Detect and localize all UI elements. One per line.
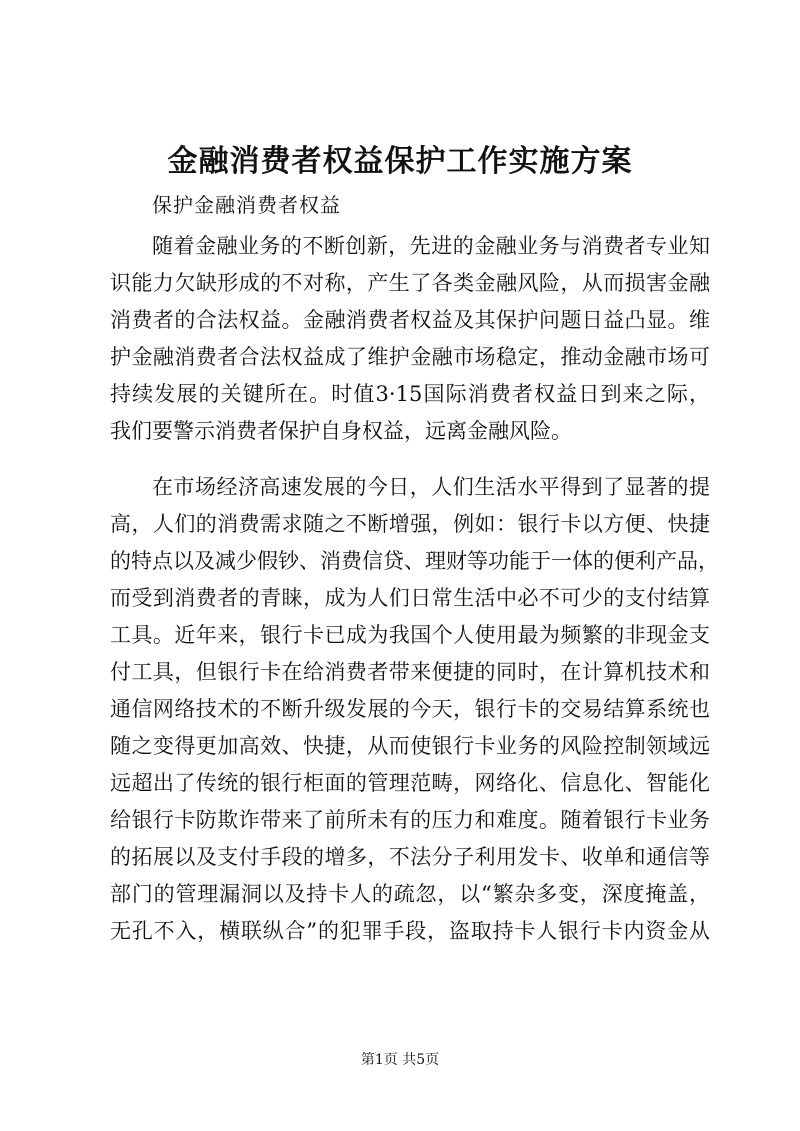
text-line: 付工具，但银行卡在给消费者带来便捷的同时，在计算机技术和 (110, 660, 710, 684)
text-line: 随着金融业务的不断创新，先进的金融业务与消费者专业知 (152, 234, 710, 258)
text-line: 我们要警示消费者保护自身权益，远离金融风险。 (110, 419, 572, 443)
paragraph-1 (110, 228, 710, 450)
text-line: 远超出了传统的银行柜面的管理范畴，网络化、信息化、智能化 (110, 771, 710, 795)
text-line: 的拓展以及支付手段的增多，不法分子利用发卡、收单和通信等 (110, 845, 710, 869)
text-line: 工具。近年来，银行卡已成为我国个人使用最为频繁的非现金支 (110, 623, 710, 647)
text-line: 部门的管理漏洞以及持卡人的疏忽，以“繁杂多变，深度掩盖， (110, 882, 710, 906)
text-line: 通信网络技术的不断升级发展的今天，银行卡的交易结算系统也 (110, 697, 710, 721)
text-line: 高，人们的消费需求随之不断增强，例如：银行卡以方便、快捷 (110, 512, 710, 536)
page-footer: 第1页 共5页 (360, 1052, 440, 1068)
text-line: 随之变得更加高效、快捷，从而使银行卡业务的风险控制领域远 (110, 734, 710, 758)
text-line: 在市场经济高速发展的今日，人们生活水平得到了显著的提 (152, 475, 710, 499)
page-title: 金融消费者权益保护工作实施方案 (167, 144, 633, 179)
text-line: 护金融消费者合法权益成了维护金融市场稳定，推动金融市场可 (110, 345, 710, 369)
text-line: 消费者的合法权益。金融消费者权益及其保护问题日益凸显。维 (110, 308, 710, 332)
text-line: 识能力欠缺形成的不对称，产生了各类金融风险，从而损害金融 (110, 271, 710, 295)
text-line: 无孔不入，横联纵合”的犯罪手段，盗取持卡人银行卡内资金从 (110, 919, 710, 943)
subtitle: 保护金融消费者权益 (152, 193, 341, 217)
text-line: 的特点以及减少假钞、消费信贷、理财等功能于一体的便利产品， (110, 549, 719, 573)
text-line: 而受到消费者的青睐，成为人们日常生活中必不可少的支付结算 (110, 586, 710, 610)
text-line: 持续发展的关键所在。时值3·15国际消费者权益日到来之际， (110, 382, 710, 406)
paragraph-2 (110, 469, 719, 950)
text-line: 给银行卡防欺诈带来了前所未有的压力和难度。随着银行卡业务 (110, 808, 710, 832)
